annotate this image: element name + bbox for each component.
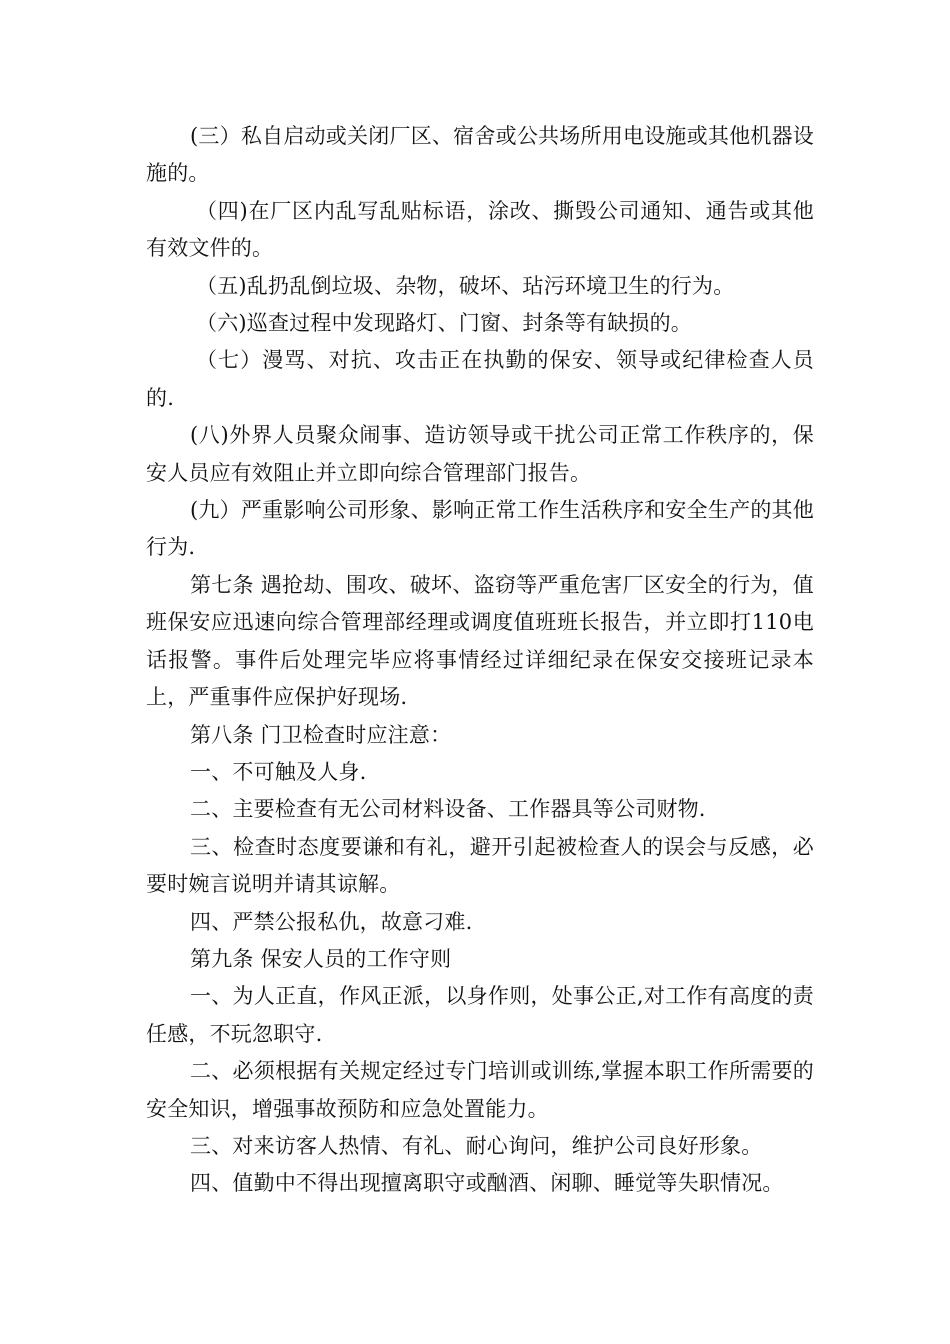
article-8-point-3: 三、检查时态度要谦和有礼，避开引起被检查人的误会与反感，必要时婉言说明并请其谅解。 [146,834,814,897]
article-9-point-1: 一、为人正直，作风正派，以身作则，处事公正,对工作有高度的责任感，不玩忽职守. [146,984,814,1046]
article-8-point-4: 四、严禁公报私仇，故意刁难. [190,909,473,934]
paragraph-item-9: (九）严重影响公司形象、影响正常工作生活秩序和安全生产的其他行为. [146,498,814,560]
paragraph-item-6: （六)巡查过程中发现路灯、门窗、封条等有缺损的。 [196,311,692,336]
document-body [146,118,814,1203]
article-7: 第七条 遇抢劫、围攻、破坏、盗窃等严重危害厂区安全的行为，值班保安应迅速向综合管理部经理或调度值班班长报告，并立即打110电话报警。事件后处理完毕应将事情经过详细纪录在保安交接班记录本上，严重事件应保护好现场. [146,572,814,710]
paragraph-item-7: （七）漫骂、对抗、攻击正在执勤的保安、领导或纪律检查人员的. [146,348,814,410]
paragraph-item-8: (八)外界人员聚众闹事、造访领导或干扰公司正常工作秩序的，保安人员应有效阻止并立即向综合管理部门报告。 [146,423,814,485]
article-9-point-2: 二、必须根据有关规定经过专门培训或训练,掌握本职工作所需要的安全知识，增强事故预防和应急处置能力。 [146,1059,814,1121]
article-9-point-3: 三、对来访客人热情、有礼、耐心询问，维护公司良好形象。 [190,1133,763,1158]
article-9-point-4: 四、值勤中不得出现擅离职守或酗酒、闲聊、睡觉等失职情况。 [190,1171,784,1196]
paragraph-item-3: (三）私自启动或关闭厂区、宿舍或公共场所用电设施或其他机器设施的。 [146,124,814,186]
paragraph-item-4: （四)在厂区内乱写乱贴标语，涂改、撕毁公司通知、通告或其他有效文件的。 [146,198,814,261]
article-9-heading: 第九条 保安人员的工作守则 [190,946,452,971]
article-8-heading: 第八条 门卫检查时应注意： [190,722,452,747]
article-8-point-1: 一、不可触及人身. [190,759,367,784]
paragraph-item-5: （五)乱扔乱倒垃圾、杂物，破坏、玷污环境卫生的行为。 [196,273,735,298]
article-8-point-2: 二、主要检查有无公司材料设备、工作器具等公司财物. [190,797,706,822]
